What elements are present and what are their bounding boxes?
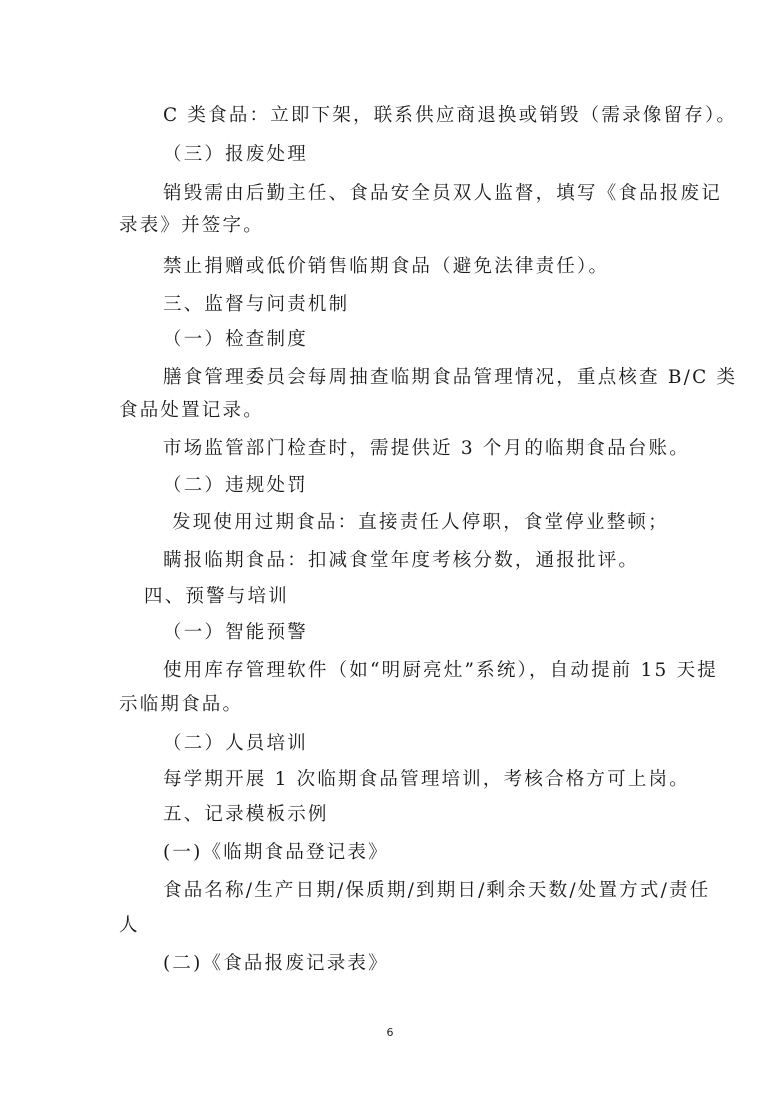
paragraph-weekly-inspection-cont: 食品处置记录。	[119, 400, 264, 421]
paragraph-donation-ban: 禁止捐赠或低价销售临期食品（避免法律责任）。	[163, 256, 610, 277]
heading-scrap-processing: （三）报废处理	[163, 144, 308, 165]
paragraph-expired-food-penalty: 发现使用过期食品：直接责任人停职，食堂停业整顿；	[172, 512, 669, 533]
paragraph-semester-training: 每学期开展 1 次临期食品管理培训，考核合格方可上岗。	[163, 769, 690, 790]
heading-smart-warning: （一）智能预警	[163, 622, 308, 643]
paragraph-register-fields-cont: 人	[119, 915, 140, 936]
paragraph-inventory-software: 使用库存管理软件（如“明厨亮灶”系统），自动提前 15 天提	[163, 660, 718, 681]
heading-record-templates: 五、记录模板示例	[163, 804, 329, 825]
paragraph-category-c: C 类食品：立即下架，联系供应商退换或销毁（需录像留存）。	[163, 105, 738, 126]
heading-supervision-accountability: 三、监督与问责机制	[163, 294, 350, 315]
page-number: 6	[386, 1026, 394, 1039]
paragraph-market-inspection: 市场监管部门检查时，需提供近 3 个月的临期食品台账。	[163, 438, 690, 459]
heading-staff-training: （二）人员培训	[163, 733, 308, 754]
paragraph-weekly-inspection: 膳食管理委员会每周抽查临期食品管理情况，重点核查 B/C 类	[163, 367, 738, 388]
heading-warning-training: 四、预警与培训	[144, 586, 289, 607]
paragraph-register-fields: 食品名称/生产日期/保质期/到期日/剩余天数/处置方式/责任	[163, 880, 711, 901]
paragraph-concealment-penalty: 瞒报临期食品：扣减食堂年度考核分数，通报批评。	[163, 550, 640, 571]
heading-expiry-register: (一)《临期食品登记表》	[163, 842, 389, 863]
paragraph-inventory-software-cont: 示临期食品。	[119, 694, 244, 715]
heading-inspection-system: （一）检查制度	[163, 329, 308, 350]
paragraph-destruction-supervision-cont: 录表》并签字。	[119, 215, 264, 236]
heading-violation-penalties: （二）违规处罚	[163, 475, 308, 496]
heading-scrap-record-form: (二)《食品报废记录表》	[163, 953, 389, 974]
paragraph-destruction-supervision: 销毁需由后勤主任、食品安全员双人监督，填写《食品报废记	[163, 183, 722, 204]
